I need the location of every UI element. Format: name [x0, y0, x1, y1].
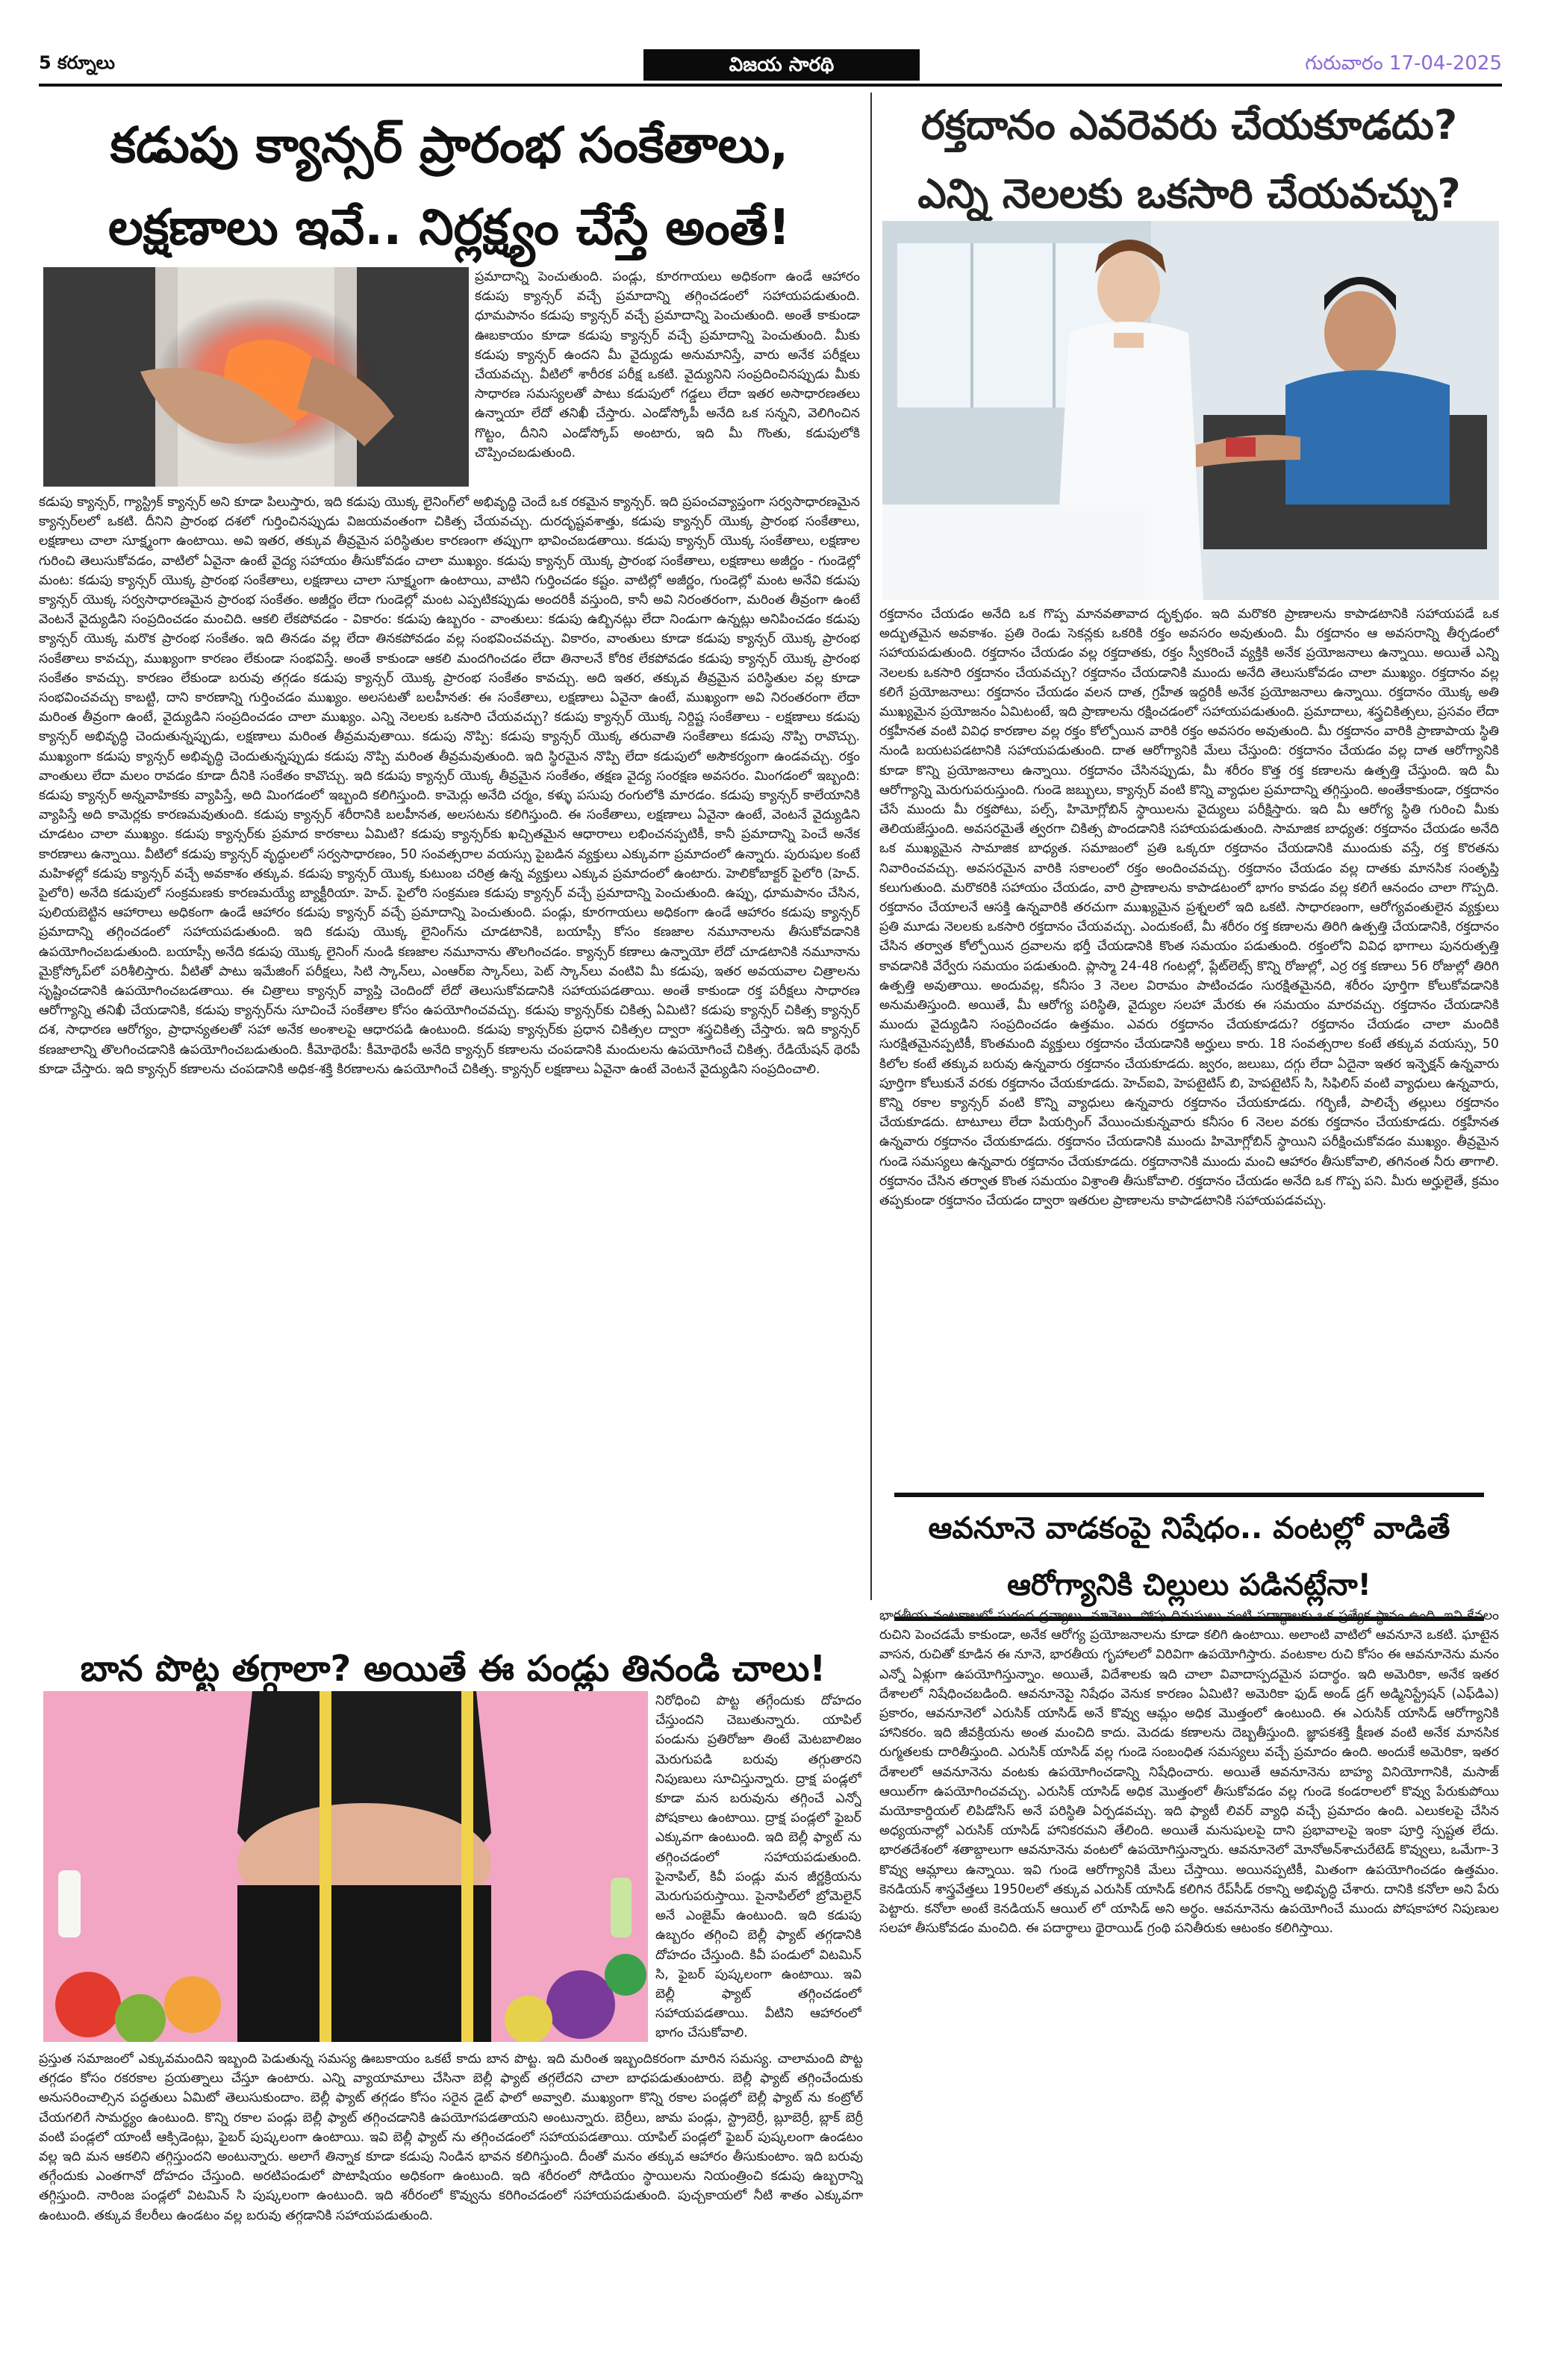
belly-fat-fruits-photo	[43, 1691, 648, 2042]
masthead-rule	[39, 84, 1502, 87]
column-divider	[870, 93, 872, 1600]
masthead	[39, 49, 1502, 81]
cancer-side-column: ప్రమాదాన్ని పెంచుతుంది. పండ్లు, కూరగాయలు అధికంగా ఉండే ఆహారం కడుపు క్యాన్సర్ వచ్చే ప్రమాదాన్ని తగ్గించడంలో సహాయపడుతుంది. ధూమపానం కడుపు క్యాన్సర్ వచ్చే ప్రమాదాన్ని పెంచుతుంది. అంతే కాకుండా ఊబకాయం కూడా కడుపు క్యాన్సర్ వచ్చే ప్రమాదాన్ని పెంచుతుంది. మీకు కడుపు క్యాన్సర్ ఉందని మీ వైద్యుడు అనుమానిస్తే, వారు అనేక పరీక్షలు చేయవచ్చు. వీటిలో శారీరక పరీక్ష ఒకటి. వైద్యునిని సంప్రదించినప్పుడు మీకు సాధారణ సమస్యలతో పాటు కడుపులో గడ్డలు లేదా ఇతర అసాధారణతలు ఉన్నాయా లేదో తనిఖీ చేస్తారు. ఎండోస్కోపీ అనేది ఒక సన్నని, వెలిగించిన గొట్టం, దీనిని ఎండోస్కోప్ అంటారు, ఇది మీ గొంతు, కడుపులోకి చొప్పించబడుతుంది.	[475, 269, 860, 460]
date-line: గురువారం 17-04-2025	[1305, 52, 1502, 75]
blood-headline: రక్తదానం ఎవరెవరు చేయకూడదు? ఎన్ని నెలలకు ఒకసారి చేయవచ్చు?	[917, 101, 1461, 217]
headline-top-rule	[894, 1493, 1484, 1497]
banana-headline: బాన పొట్ట తగ్గాలా? అయితే ఈ పండ్లు తినండి చాలు!	[80, 1648, 826, 1690]
stomach-pain-photo	[43, 267, 469, 487]
blood-body: రక్తదానం చేయడం అనేది ఒక గొప్ప మానవతావాద దృక్పథం. ఇది మరొకరి ప్రాణాలను కాపాడటానికి సహాయపడే ఒక అద్భుతమైన అవకాశం. ప్రతి రెండు సెకన్లకు ఒకరికి రక్తం అవసరం అవుతుంది. మీ రక్తదానం ఆ అవసరాన్ని తీర్చడంలో సహాయపడుతుంది. రక్తదానం చేయడం వల్ల రక్తదాతకు, రక్తం స్వీకరించే వ్యక్తికి అనేక ప్రయోజనాలు ఉన్నాయి. అయితే ఎన్ని నెలలకు ఒకసారి రక్తదానం చేయవచ్చు? రక్తదానం చేయడానికి ముందు అనేది తెలుసుకోవడం చాలా ముఖ్యం. రక్తదానం వల్ల కలిగే ప్రయోజనాలు: రక్తదానం చేయడం వలన దాత, గ్రహీత ఇద్దరికీ అనేక ప్రయోజనాలు ఉన్నాయి. రక్తదానం యొక్క అతి ముఖ్యమైన ప్రయోజనం ఏమిటంటే, ఇది ప్రాణాలను రక్షించడంలో సహాయపడుతుంది. ప్రమాదాలు, శస్త్రచికిత్సలు, ప్రసవం లేదా రక్తహీనత వంటి వివిధ కారణాల వల్ల రక్తం కోల్పోయిన వారికి రక్తం అవసరం అవుతుంది. మీ రక్తదానం వారికి ప్రాణాపాయ స్థితి నుండి బయటపడటానికి సహాయపడుతుంది. దాత ఆరోగ్యానికి మేలు చేస్తుంది: రక్తదానం చేయడం వల్ల దాత ఆరోగ్యానికి కూడా కొన్ని ప్రయోజనాలు ఉన్నాయి. రక్తదానం చేసినప్పుడు, మీ శరీరం కొత్త రక్త కణాలను ఉత్పత్తి చేస్తుంది. ఇది మీ ఆరోగ్యాన్ని మెరుగుపరుస్తుంది. గుండె జబ్బులు, క్యాన్సర్ వంటి కొన్ని వ్యాధుల ప్రమాదాన్ని తగ్గిస్తుంది. అంతేకాకుండా, రక్తదానం చేసే ముందు మీ రక్తపోటు, పల్స్, హిమోగ్లోబిన్ స్థాయిలను వైద్యులు పరీక్షిస్తారు. ఇది మీ ఆరోగ్య స్థితి గురించి మీకు తెలియజేస్తుంది. అవసరమైతే త్వరగా చికిత్స పొందడానికి సహాయపడుతుంది. సామాజిక బాధ్యత: రక్తదానం చేయడం అనేది ఒక ముఖ్యమైన సామాజిక బాధ్యత. సమాజంలో ప్రతి ఒక్కరూ రక్తదానం చేయడానికి ముందుకు వస్తే, రక్త కొరతను నివారించవచ్చు. అవసరమైన వారికి సకాలంలో రక్తం అందించవచ్చు. రక్తదానం చేయడం వల్ల దాతకు మానసిక సంతృప్తి కలుగుతుంది. మరొకరికి సహాయం చేయడం, వారి ప్రాణాలను కాపాడటంలో భాగం కావడం వల్ల కలిగే ఆనందం చాలా గొప్పది. రక్తదానం చేయాలనే ఆసక్తి ఉన్నవారికి తరచుగా ముఖ్యమైన ప్రశ్నలలో ఇది ఒకటి. సాధారణంగా, ఆరోగ్యవంతులైన వ్యక్తులు ప్రతి మూడు నెలలకు ఒకసారి రక్తదానం చేయవచ్చు. ఎందుకంటే, మీ శరీరం రక్త కణాలను తిరిగి ఉత్పత్తి చేయడానికి, రక్తదానం చేసిన తర్వాత కోల్పోయిన ద్రవాలను భర్తీ చేయడానికి కొంత సమయం పడుతుంది. రక్తంలోని వివిధ భాగాలు పునరుత్పత్తి కావడానికి వేర్వేరు సమయం పడుతుంది. ప్లాస్మా 24-48 గంటల్లో, ప్లేట్‌లెట్స్ కొన్ని రోజుల్లో, ఎర్ర రక్త కణాలు 56 రోజుల్లో తిరిగి ఉత్పత్తి అవుతాయి. అందువల్ల, కనీసం 3 నెలల విరామం పాటించడం సురక్షితమైనది, శరీరం పూర్తిగా కోలుకోవడానికి అనుమతిస్తుంది. అయితే, మీ ఆరోగ్య పరిస్థితి, వైద్యుల సలహా మేరకు ఈ సమయం మారవచ్చు. రక్తదానం చేయడానికి ముందు వైద్యుడిని సంప్రదించడం ఉత్తమం. ఎవరు రక్తదానం చేయకూడదు? రక్తదానం చేయడం చాలా మందికి సురక్షితమైనప్పటికీ, కొంతమంది వ్యక్తులు రక్తదానం చేయడానికి అర్హులు కారు. 18 సంవత్సరాల కంటే తక్కువ వయస్సు, 50 కిలోల కంటే తక్కువ బరువు ఉన్నవారు రక్తదానం చేయకూడదు. జ్వరం, జలుబు, దగ్గు లేదా ఏదైనా ఇతర ఇన్ఫెక్షన్ ఉన్నవారు పూర్తిగా కోలుకునే వరకు రక్తదానం చేయకూడదు. హెచ్ఐవి, హెపటైటిస్ బి, హెపటైటిస్ సి, సిఫిలిస్ వంటి వ్యాధులు ఉన్నవారు, కొన్ని రకాల క్యాన్సర్ వంటి కొన్ని వ్యాధులు ఉన్నవారు రక్తదానం చేయకూడదు. గర్భిణీ, పాలిచ్చే తల్లులు రక్తదానం చేయకూడదు. టాటూలు లేదా పియర్సింగ్ వేయించుకున్నవారు కనీసం 6 నెలల వరకు రక్తదానం చేయకూడదు. రక్తహీనత ఉన్నవారు రక్తదానం చేయకూడదు. రక్తదానం చేయడానికి ముందు హిమోగ్లోబిన్ స్థాయిని పరీక్షించుకోవడం ముఖ్యం. తీవ్రమైన గుండె సమస్యలు ఉన్నవారు రక్తదానం చేయకూడదు. రక్తదానానికి ముందు మంచి ఆహారం తీసుకోవాలి, తగినంత నీరు తాగాలి. రక్తదానం చేసిన తర్వాత కొంత సమయం విశ్రాంతి తీసుకోవాలి. రక్తదానం చేయడం అనేది ఒక గొప్ప పని. మీరు అర్హులైతే, క్రమం తప్పకుండా రక్తదానం చేయడం ద్వారా ఇతరుల ప్రాణాలను కాపాడటానికి సహాయపడవచ్చు.	[879, 607, 1499, 1209]
newspaper-name: విజయ సారథి	[643, 49, 920, 81]
cancer-body: కడుపు క్యాన్సర్, గ్యాస్ట్రిక్ క్యాన్సర్ అని కూడా పిలుస్తారు, ఇది కడుపు యొక్క లైనింగ్‌లో అభివృద్ధి చెందే ఒక రకమైన క్యాన్సర్. ఇది ప్రపంచవ్యాప్తంగా సర్వసాధారణమైన క్యాన్సర్‌లలో ఒకటి. దీనిని ప్రారంభ దశలో గుర్తించినప్పుడు విజయవంతంగా చికిత్స చేయవచ్చు. దురదృష్టవశాత్తు, కడుపు క్యాన్సర్ యొక్క ప్రారంభ సంకేతాలు, లక్షణాలు చాలా సూక్ష్మంగా ఉంటాయి. అవి ఇతర, తక్కువ తీవ్రమైన పరిస్థితుల కారణంగా తప్పుగా భావించబడతాయి. కడుపు క్యాన్సర్ యొక్క సంకేతాలు, లక్షణాల గురించి తెలుసుకోవడం, వాటిలో ఏవైనా ఉంటే వైద్య సహాయం తీసుకోవడం చాలా ముఖ్యం. కడుపు క్యాన్సర్ యొక్క ప్రారంభ సంకేతాలు, లక్షణాలు అజీర్ణం - గుండెల్లో మంట: కడుపు క్యాన్సర్ యొక్క ప్రారంభ సంకేతాలు, లక్షణాలు చాలా సూక్ష్మంగా ఉంటాయి, వాటిని గుర్తించడం కష్టం. వాటిల్లో అజీర్ణం, గుండెల్లో మంట అనేవి కడుపు క్యాన్సర్ యొక్క సర్వసాధారణమైన ప్రారంభ సంకేతం. అజీర్ణం లేదా గుండెల్లో మంట ఎప్పటికప్పుడు అందరికీ వస్తుంది, కానీ అవి నిరంతరంగా, మరింత తీవ్రంగా ఉంటే వెంటనే వైద్యుడిని సంప్రదించడం మంచిది. ఆకలి లేకపోవడం - వికారం: కడుపు ఉబ్బరం - వాంతులు: కడుపు ఉబ్బినట్లు లేదా నిండుగా ఉన్నట్లు అనిపించడం కడుపు క్యాన్సర్ యొక్క మరొక ప్రారంభ సంకేతం. ఇది తినడం వల్ల లేదా తినకపోవడం వల్ల సంభవించవచ్చు. వికారం, వాంతులు కూడా కడుపు క్యాన్సర్ యొక్క ప్రారంభ సంకేతాలు కావచ్చు, ముఖ్యంగా కారణం లేకుండా సంభవిస్తే. అంతే కాకుండా ఆకలి మందగించడం లేదా తినాలనే కోరిక లేకపోవడం కడుపు క్యాన్సర్ యొక్క ప్రారంభ సంకేతం కావచ్చు. కారణం లేకుండా బరువు తగ్గడం కడుపు క్యాన్సర్ యొక్క ప్రారంభ సంకేతం కావచ్చు. అది ఇతర, తక్కువ తీవ్రమైన పరిస్థితుల వల్ల కూడా సంభవించవచ్చు కాబట్టి, దాని కారణాన్ని గుర్తించడం ముఖ్యం. అలసటతో బలహీనత: ఈ సంకేతాలు, లక్షణాలు ఏవైనా ఉంటే, ముఖ్యంగా అవి నిరంతరంగా లేదా మరింత తీవ్రంగా ఉంటే, వైద్యుడిని సంప్రదించడం చాలా ముఖ్యం. ఎన్ని నెలలకు ఒకసారి చేయవచ్చు? కడుపు క్యాన్సర్ యొక్క నిర్దిష్ట సంకేతాలు - లక్షణాలు కడుపు క్యాన్సర్ అభివృద్ధి చెందుతున్నప్పుడు, లక్షణాలు మరింత తీవ్రమవుతాయి. కడుపు నొప్పి: కడుపు క్యాన్సర్ యొక్క తరువాతి సంకేతాలు కడుపు నొప్పి రావొచ్చు. ముఖ్యంగా కడుపు క్యాన్సర్ అభివృద్ధి చెందుతున్నప్పుడు కడుపు నొప్పి మరింత తీవ్రమవుతుంది. ఇది స్థిరమైన నొప్పి లేదా కడుపులో అసౌకర్యంగా ఉండవచ్చు. రక్తం వాంతులు లేదా మలం రావడం కూడా దీనికి సంకేతం కావొచ్చు. ఇది కడుపు క్యాన్సర్ యొక్క తీవ్రమైన సంకేతం, తక్షణ వైద్య సంరక్షణ అవసరం. మింగడంలో ఇబ్బంది: కడుపు క్యాన్సర్ అన్నవాహికకు వ్యాపిస్తే, అది మింగడంలో ఇబ్బంది కలిగిస్తుంది. కామెర్లు అనేది చర్మం, కళ్ళు పసుపు రంగులోకి మారడం. కడుపు క్యాన్సర్ కాలేయానికి వ్యాపిస్తే అది కామెర్లకు కారణమవుతుంది. కడుపు క్యాన్సర్ శరీరానికి బలహీనత, అలసటను కలిగిస్తుంది. ఈ సంకేతాలు, లక్షణాలు ఏవైనా ఉంటే, వెంటనే వైద్యుడిని చూడటం చాలా ముఖ్యం. కడుపు క్యాన్సర్‌కు ప్రమాద కారకాలు ఏమిటి? కడుపు క్యాన్సర్‌కు ఖచ్చితమైన ఆధారాలు లభించనప్పటికీ, కానీ ప్రమాదాన్ని పెంచే అనేక కారణాలు ఉన్నాయి. వీటిలో కడుపు క్యాన్సర్ వృద్ధులలో సర్వసాధారణం, 50 సంవత్సరాల వయస్సు పైబడిన వ్యక్తులు ఎక్కువగా ప్రమాదంలో ఉన్నారు. పురుషుల కంటే మహిళల్లో కడుపు క్యాన్సర్ వచ్చే అవకాశం తక్కువ. కడుపు క్యాన్సర్ యొక్క కుటుంబ చరిత్ర ఉన్న వ్యక్తులు ఎక్కువ ప్రమాదంలో ఉంటారు. హెలికోబాక్టర్ పైలోరి (హెచ్. పైలోరి) అనేది కడుపులో సంక్రమణకు కారణమయ్యే బ్యాక్టీరియా. హెచ్. పైలోరి సంక్రమణ కడుపు క్యాన్సర్ వచ్చే ప్రమాదాన్ని పెంచుతుంది. ఉప్పు, ధూమపానం చేసిన, పులియబెట్టిన ఆహారాలు అధికంగా ఉండే ఆహారం కడుపు క్యాన్సర్ వచ్చే ప్రమాదాన్ని పెంచుతుంది. పండ్లు, కూరగాయలు అధికంగా ఉండే ఆహారం కడుపు క్యాన్సర్ ప్రమాదాన్ని తగ్గించడంలో సహాయపడుతుంది. ఇది కడుపు యొక్క లైనింగ్‌ను చూడటానికి, బయాప్సీ కోసం కణజాల నమూనాలను తీసుకోవడానికి ఉపయోగించబడుతుంది. బయాప్సీ అనేది కడుపు యొక్క లైనింగ్ నుండి కణజాల నమూనాను తొలగించడం. క్యాన్సర్ కణాలు ఉన్నాయో లేదో చూడటానికి నమూనాను మైక్రోస్కోప్‌లో పరిశీలిస్తారు. వీటితో పాటు ఇమేజింగ్ పరీక్షలు, సిటి స్కాన్‌లు, ఎంఆర్ఐ స్కాన్‌లు, పెట్ స్కాన్‌లు వంటివి మీ కడుపు, ఇతర అవయవాల చిత్రాలను సృష్టించడానికి ఉపయోగించబడతాయి. ఈ చిత్రాలు క్యాన్సర్ వ్యాప్తి చెందిందో లేదో తెలుసుకోవడానికి సహాయపడతాయి. అంతే కాకుండా రక్త పరీక్షలు సాధారణ ఆరోగ్యాన్ని తనిఖీ చేయడానికి, కడుపు క్యాన్సర్‌ను సూచించే సంకేతాల కోసం ఉపయోగించవచ్చు. కడుపు క్యాన్సర్‌కు చికిత్స ఏమిటి? కడుపు క్యాన్సర్ చికిత్స క్యాన్సర్ దశ, సాధారణ ఆరోగ్యం, ప్రాధాన్యతలతో సహా అనేక అంశాలపై ఆధారపడి ఉంటుంది. కడుపు క్యాన్సర్‌కు ప్రధాన చికిత్సల ద్వారా శస్త్రచికిత్స చేస్తారు. ఇది క్యాన్సర్ కణజాలాన్ని తొలగించడానికి ఉపయోగించబడుతుంది. కీమోథెరపీ: కీమోథెరపీ అనేది క్యాన్సర్ కణాలను చంపడానికి మందులను ఉపయోగించే చికిత్స. రేడియేషన్ థెరపీ కూడా చేస్తారు. ఇది క్యాన్సర్ కణాలను చంపడానికి అధిక-శక్తి కిరణాలను ఉపయోగించే చికిత్స. క్యాన్సర్ లక్షణాలు ఏవైనా ఉంటే వెంటనే వైద్యుడిని సంప్రదించాలి.	[39, 495, 860, 1077]
oil-body: భారతీయ వంటకాలలో సుగంధ ద్రవ్యాలు, నూనెలు, పోపు దినుసులు వంటి పదార్థాలకు ఒక ప్రత్యేక స్థానం ఉంది. ఇవి కేవలం రుచిని పెంచడమే కాకుండా, అనేక ఆరోగ్య ప్రయోజనాలను కూడా కలిగి ఉంటాయి. అలాంటి వాటిలో ఆవనూనె ఒకటి. ఘాటైన వాసన, రుచితో కూడిన ఈ నూనె, భారతీయ గృహాలలో విరివిగా ఉపయోగిస్తారు. వంటకాల రుచి కోసం ఈ ఆవనూనెను మనం ఎన్నో ఏళ్లుగా ఉపయోగిస్తున్నాం. అయితే, విదేశాలకు ఇది చాలా వివాదాస్పదమైన పదార్థం. ఇది అమెరికా, అనేక ఇతర దేశాలలో నిషేధించబడింది. ఆవనూనెపై నిషేధం వెనుక కారణం ఏమిటి? అమెరికా ఫుడ్ అండ్ డ్రగ్ అడ్మినిస్ట్రేషన్ (ఎఫ్‌డిఎ) ప్రకారం, ఆవనూనెలో ఎరుసిక్ యాసిడ్ అనే కొవ్వు ఆమ్లం అధిక మొత్తంలో ఉంటుంది. ఈ ఎరుసిక్ యాసిడ్ ఆరోగ్యానికి హానికరం. ఇది జీవక్రియను అంత మంచిది కాదు. మెదడు కణాలను దెబ్బతీస్తుంది. జ్ఞాపకశక్తి క్షీణత వంటి అనేక మానసిక రుగ్మతలకు దారితీస్తుంది. ఎరుసిక్ యాసిడ్ వల్ల గుండె సంబంధిత సమస్యలు వచ్చే ప్రమాదం ఉంది. అందుకే అమెరికా, ఇతర దేశాలలో ఆవనూనెను వంటకు ఉపయోగించడాన్ని నిషేధించారు. అయితే ఆవనూనెను బాహ్య వినియోగానికి, మసాజ్ ఆయిల్‌గా ఉపయోగించవచ్చు. ఎరుసిక్ యాసిడ్ అధిక మొత్తంలో తీసుకోవడం వల్ల గుండె కండరాలలో కొవ్వు పేరుకుపోయి మయోకార్డియల్ లిపిడోసిస్ అనే పరిస్థితి ఏర్పడవచ్చు. ఇది ఫ్యాటీ లివర్ వ్యాధి వచ్చే ప్రమాదం ఉంది. ఎలుకలపై చేసిన అధ్యయనాల్లో ఎరుసిక్ యాసిడ్ హానికరమని తేలింది. అయితే మనుషులపై దాని ప్రభావాలపై ఇంకా పూర్తి స్పష్టత లేదు. భారతదేశంలో శతాబ్దాలుగా ఆవనూనెను వంటలో ఉపయోగిస్తున్నారు. ఆవనూనెలో మోనోఅన్‌శాచురేటెడ్ కొవ్వులు, ఒమేగా-3 కొవ్వు ఆమ్లాలు ఉన్నాయి. ఇవి గుండె ఆరోగ్యానికి మేలు చేస్తాయి. అయినప్పటికీ, మితంగా ఉపయోగించడం ఉత్తమం. కెనడియన్ శాస్త్రవేత్తలు 1950లలో తక్కువ ఎరుసిక్ యాసిడ్ కలిగిన రేప్‌సీడ్ రకాన్ని అభివృద్ధి చేశారు. దానికి కనోలా అని పేరు పెట్టారు. కనోలా అంటే కెనడియన్ ఆయిల్ లో యాసిడ్ అని అర్థం. ఆవనూనెను ఉపయోగించే ముందు పోషకాహార నిపుణుల సలహా తీసుకోవడం మంచిది. ఈ పదార్థాలు థైరాయిడ్ గ్రంథి పనితీరుకు ఆటంకం కలిగిస్తాయి.	[879, 1608, 1499, 1937]
banana-body: ప్రస్తుత సమాజంలో ఎక్కువమందిని ఇబ్బంది పెడుతున్న సమస్య ఊబకాయం ఒకటే కాదు బాన పొట్ట. ఇది మరింత ఇబ్బందికరంగా మారిన సమస్య. చాలామంది పొట్ట తగ్గడం కోసం రకరకాల ప్రయత్నాలు చేస్తూ ఉంటారు. ఎన్ని వ్యాయామాలు చేసినా బెల్లీ ఫ్యాట్ తగ్గలేదని చాలా బాధపడుతుంటారు. బెల్లీ ఫ్యాట్ తగ్గించేందుకు అనుసరించాల్సిన పద్ధతులు ఏమిటో తెలుసుకుందాం. బెల్లీ ఫ్యాట్ తగ్గడం కోసం సరైన డైట్ ఫాలో అవ్వాలి. ముఖ్యంగా కొన్ని రకాల పండ్లలో బెల్లీ ఫ్యాట్ ను కంట్రోల్ చేయగలిగే సామర్థ్యం ఉంటుంది. కొన్ని రకాల పండ్లు బెల్లీ ఫ్యాట్ తగ్గించడానికి ఉపయోగపడతాయని అంటున్నారు. బెర్రీలు, జామ పండ్లు, స్ట్రాబెర్రీ, బ్లూబెర్రీ, బ్లాక్ బెర్రీ వంటి పండ్లలో యాంటీ ఆక్సిడెంట్లు, ఫైబర్ పుష్కలంగా ఉంటాయి. ఇవి బెల్లీ ఫ్యాట్ ను తగ్గించడంలో సహాయపడతాయి. యాపిల్ పండ్లలో ఫైబర్ పుష్కలంగా ఉండటం వల్ల ఇది మన ఆకలిని తగ్గిస్తుందని అంటున్నారు. అలాగే తిన్నాక కూడా కడుపు నిండిన భావన కలిగిస్తుంది. దీంతో మనం తక్కువ ఆహారం తీసుకుంటాం. ఇది బరువు తగ్గేందుకు ఎంతగానో దోహదం చేస్తుంది. అరటిపండులో పొటాషియం అధికంగా ఉంటుంది. ఇది శరీరంలో సోడియం స్థాయిలను నియంత్రించి కడుపు ఉబ్బరాన్ని తగ్గిస్తుంది. నారింజ పండ్లలో విటమిన్ సి పుష్కలంగా ఉంటుంది. ఇది శరీరంలో కొవ్వును కరిగించడంలో సహాయపడుతుంది. పుచ్చకాయలో నీటి శాతం ఎక్కువగా ఉంటుంది. తక్కువ కేలరీలు ఉండటం వల్ల బరువు తగ్గడానికి సహాయపడుతుంది.	[39, 2052, 863, 2223]
page-section-label: 5 కర్నూలు	[39, 52, 115, 73]
cancer-headline: కడుపు క్యాన్సర్ ప్రారంభ సంకేతాలు, లక్షణాలు ఇవే.. నిర్లక్ష్యం చేస్తే అంతే!	[108, 116, 791, 256]
oil-headline-block	[879, 1490, 1499, 1624]
oil-headline: ఆవనూనె వాడకంపై నిషేధం.. వంటల్లో వాడితే ఆరోగ్యానికి చిల్లులు పడినట్లేనా!	[928, 1511, 1450, 1602]
blood-donation-photo	[882, 221, 1499, 600]
banana-side-column: నిరోధించి పొట్ట తగ్గేందుకు దోహదం చేస్తుందని చెబుతున్నారు. యాపిల్ పండును ప్రతిరోజూ తింటే మెటబాలిజం మెరుగుపడి బరువు తగ్గుతారని నిపుణులు సూచిస్తున్నారు. ద్రాక్ష పండ్లలో కూడా మన బరువును తగ్గించే ఎన్నో పోషకాలు ఉంటాయి. ద్రాక్ష పండ్లలో ఫైబర్ ఎక్కువగా ఉంటుంది. ఇది బెల్లీ ఫ్యాట్ ను తగ్గించడంలో సహాయపడుతుంది. పైనాపిల్, కివీ పండ్లు మన జీర్ణక్రియను మెరుగుపరుస్తాయి. పైనాపిల్‌లో బ్రోమెలైన్ అనే ఎంజైమ్ ఉంటుంది. ఇది కడుపు ఉబ్బరం తగ్గించి బెల్లీ ఫ్యాట్ తగ్గడానికి దోహదం చేస్తుంది. కివీ పండులో విటమిన్ సి, ఫైబర్ పుష్కలంగా ఉంటాయి. ఇవి బెల్లీ ఫ్యాట్ తగ్గించడంలో సహాయపడతాయి. వీటిని ఆహారంలో భాగం చేసుకోవాలి.	[655, 1693, 861, 2041]
